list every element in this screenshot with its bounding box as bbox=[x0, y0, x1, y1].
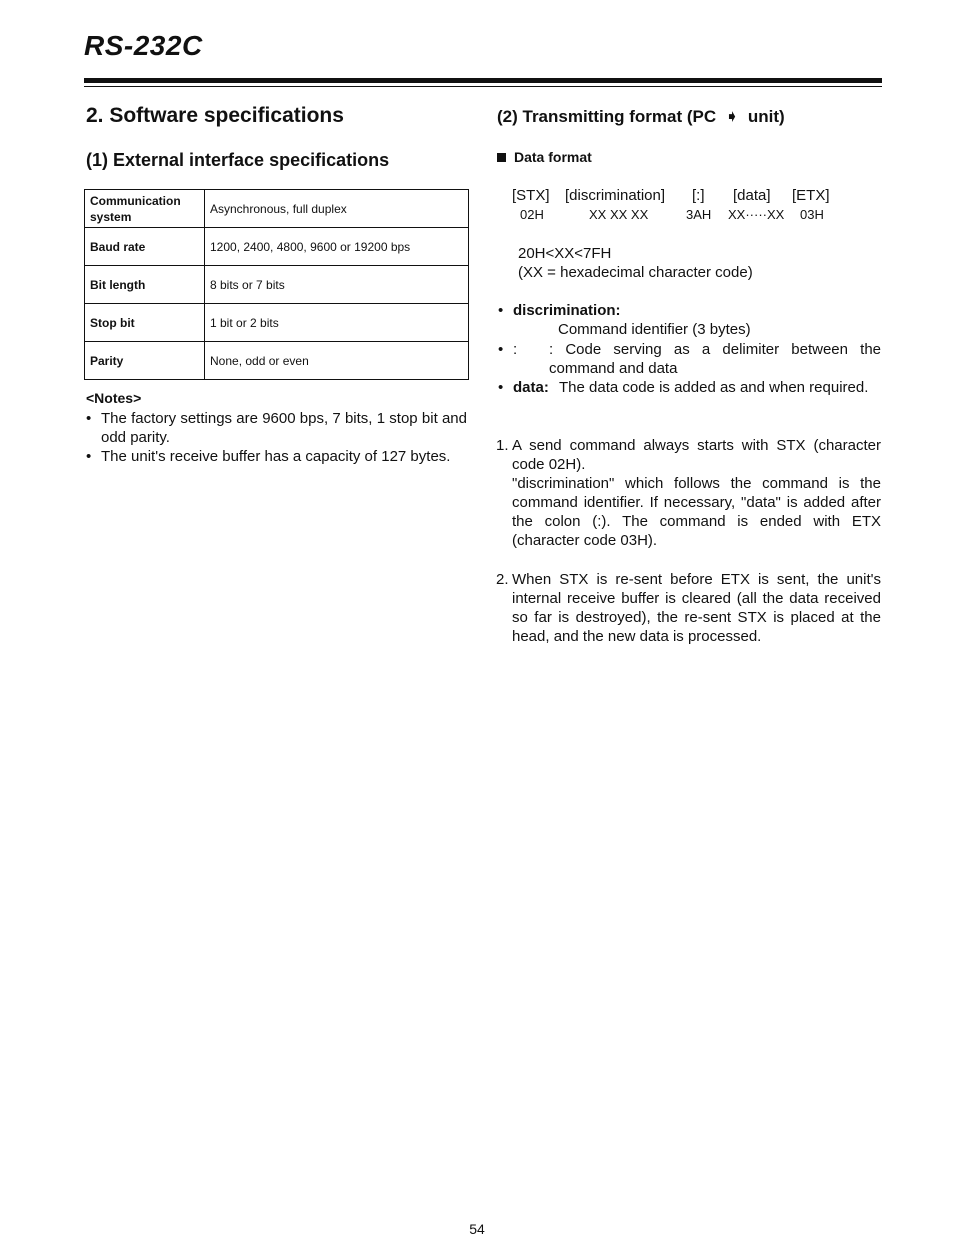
bullet-icon: • bbox=[498, 379, 504, 396]
bullet-icon: • bbox=[498, 302, 504, 319]
format-value: XX XX XX bbox=[589, 207, 649, 222]
note-item bbox=[86, 409, 468, 449]
table-value: Asynchronous, full duplex bbox=[205, 190, 469, 228]
bullet-icon: • bbox=[86, 410, 92, 427]
table-value: 1 bit or 2 bits bbox=[205, 304, 469, 342]
item-number: 2. bbox=[496, 571, 509, 588]
bullet-icon: • bbox=[498, 341, 504, 358]
format-field: [STX] bbox=[512, 187, 550, 204]
table-key: Baud rate bbox=[85, 228, 205, 266]
subsection-title: (1) External interface specifications bbox=[86, 150, 390, 170]
note-text: The unit's receive buffer has a capacity of 127 bytes. bbox=[101, 448, 451, 465]
table-key: Parity bbox=[85, 342, 205, 380]
header-rule-thick bbox=[84, 78, 882, 83]
table-value: None, odd or even bbox=[205, 342, 469, 380]
format-value: 3AH bbox=[686, 207, 712, 222]
data-format-heading bbox=[497, 149, 592, 165]
range-note: (XX = hexadecimal character code) bbox=[518, 264, 753, 281]
table-value: 1200, 2400, 4800, 9600 or 19200 bps bbox=[205, 228, 469, 266]
format-field: [ETX] bbox=[792, 187, 830, 204]
format-value: 02H bbox=[520, 207, 544, 222]
item-1-paragraph-2: "discrimination" which follows the command is the command identifier. If necessary, "data" is added after the colon (:). The command is ended with ETX (character code 03H). bbox=[512, 475, 881, 549]
format-field: [data] bbox=[733, 187, 771, 204]
data-text: The data code is added as and when required. bbox=[559, 379, 869, 396]
bullet-icon: • bbox=[86, 448, 92, 465]
table-key: Stop bit bbox=[85, 304, 205, 342]
format-value: XX·····XX bbox=[728, 207, 785, 222]
section-title: 2. Software specifications bbox=[86, 104, 344, 127]
table-row bbox=[85, 342, 469, 380]
title-prefix: (2) Transmitting format (PC bbox=[497, 107, 717, 126]
data-format-label: Data format bbox=[514, 149, 592, 165]
colon-text: : Code serving as a delimiter between the command and data bbox=[549, 341, 881, 377]
square-bullet-icon bbox=[497, 153, 506, 162]
range-line: 20H<XX<7FH bbox=[518, 245, 612, 262]
data-label: data: bbox=[513, 379, 549, 396]
table-row bbox=[85, 266, 469, 304]
title-suffix: unit) bbox=[747, 107, 785, 126]
item-number: 1. bbox=[496, 437, 509, 454]
note-text: The factory settings are 9600 bps, 7 bits, 1 stop bit and odd parity. bbox=[101, 410, 467, 446]
header-rule-thin bbox=[84, 86, 882, 87]
format-field: [discrimination] bbox=[565, 187, 666, 204]
arrow-right-icon: ➧ bbox=[724, 107, 740, 126]
table-row bbox=[85, 190, 469, 228]
table-row bbox=[85, 304, 469, 342]
page-header-title: RS-232C bbox=[84, 30, 203, 61]
colon-label: : bbox=[513, 341, 518, 358]
table-row bbox=[85, 228, 469, 266]
table-key: Bit length bbox=[85, 266, 205, 304]
table-key: Communication system bbox=[85, 190, 205, 228]
interface-spec-table bbox=[84, 189, 469, 380]
discrimination-text: Command identifier (3 bytes) bbox=[558, 321, 751, 338]
notes-title: <Notes> bbox=[86, 390, 142, 406]
note-item bbox=[86, 447, 468, 487]
table-value: 8 bits or 7 bits bbox=[205, 266, 469, 304]
format-field: [:] bbox=[692, 187, 705, 204]
item-2-paragraph-1: When STX is re-sent before ETX is sent, the unit's internal receive buffer is cleared (all the data received so far is destroyed), the re-sent STX is placed at the head, and the new data is processed. bbox=[512, 571, 881, 645]
discrimination-label: discrimination: bbox=[513, 302, 621, 319]
format-value: 03H bbox=[800, 207, 824, 222]
item-1-paragraph-1: A send command always starts with STX (character code 02H). bbox=[512, 437, 881, 473]
page-number: 54 bbox=[469, 1221, 485, 1237]
transmitting-format-title bbox=[497, 107, 785, 127]
